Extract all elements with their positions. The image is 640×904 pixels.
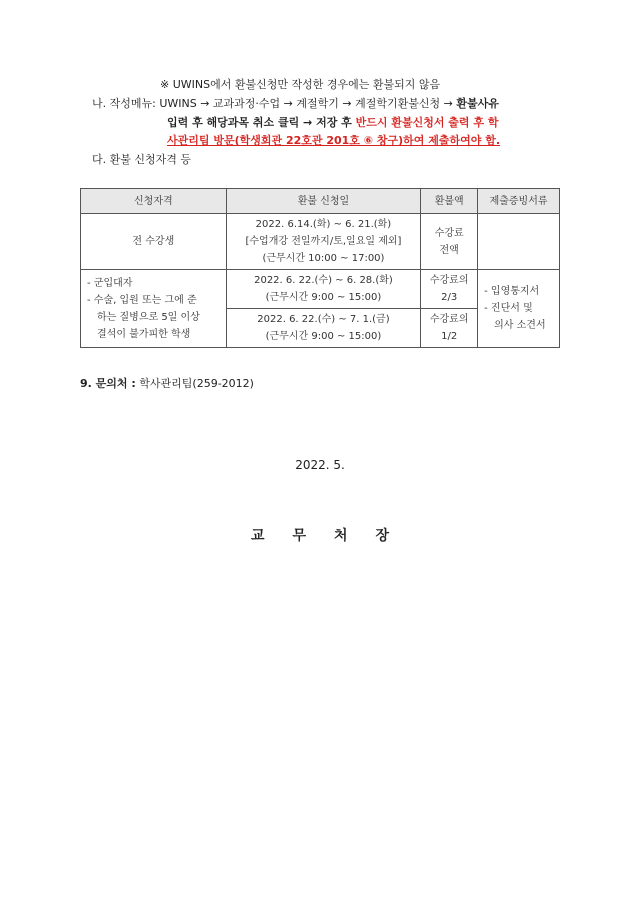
menu-path-line-2	[167, 116, 498, 130]
notice-line-1: ※ UWINS에서 환불신청만 작성한 경우에는 환불되지 않음	[160, 78, 441, 91]
header-documents: 제출증빙서류	[478, 189, 560, 214]
header-qualification: 신청자격	[81, 189, 227, 214]
menu-path-text: 나. 작성메뉴: UWINS → 교과과정·수업 → 계절학기 → 계절학기환불신청 →	[92, 97, 457, 110]
cell-refund-amount: 수강료 전액	[421, 214, 478, 270]
refund-table	[80, 188, 560, 348]
contact-line	[80, 375, 254, 391]
cell-application-date: 2022. 6.14.(화) ~ 6. 21.(화) [수업개강 전일까지/토,일요일 제외] (근무시간 10:00 ~ 17:00)	[226, 214, 421, 270]
contact-value: 학사관리팀(259-2012)	[135, 377, 254, 390]
cell-application-date: 2022. 6. 22.(수) ~ 7. 1.(금) (근무시간 9:00 ~ 15:00)	[226, 309, 421, 348]
contact-label: 9. 문의처 :	[80, 377, 136, 390]
menu-path-bold-end: 환불사유	[456, 97, 499, 110]
cell-refund-amount: 수강료의 1/2	[421, 309, 478, 348]
warning-text-1: 반드시 환불신청서 출력 후 학	[355, 116, 499, 129]
warning-text-2: 사관리팀 방문(학생회관 22호관 201호 ⑥ 창구)하여 제출하여야 함.	[167, 134, 501, 147]
cell-refund-amount: 수강료의 2/3	[421, 270, 478, 309]
signature-title: 교무처장	[250, 528, 418, 544]
document-date: 2022. 5.	[295, 458, 345, 472]
cell-documents	[478, 214, 560, 270]
table-row	[81, 270, 560, 309]
table-header-row	[81, 189, 560, 214]
menu-path-line	[92, 97, 499, 111]
cell-documents: - 입영통지서 - 진단서 및 의사 소견서	[478, 270, 560, 348]
header-refund-amount: 환불액	[421, 189, 478, 214]
section-heading-qualification: 다. 환불 신청자격 등	[92, 153, 191, 166]
cell-qualification: 전 수강생	[81, 214, 227, 270]
header-application-date: 환불 신청일	[226, 189, 421, 214]
menu-path-bold: 입력 후 해당과목 취소 클릭 → 저장 후	[167, 116, 356, 129]
cell-application-date: 2022. 6. 22.(수) ~ 6. 28.(화) (근무시간 9:00 ~ 15:00)	[226, 270, 421, 309]
table-row	[81, 214, 560, 270]
cell-qualification: - 군입대자 - 수술, 입원 또는 그에 준 하는 질병으로 5일 이상 결석이 불가피한 학생	[81, 270, 227, 348]
warning-line	[167, 134, 500, 148]
